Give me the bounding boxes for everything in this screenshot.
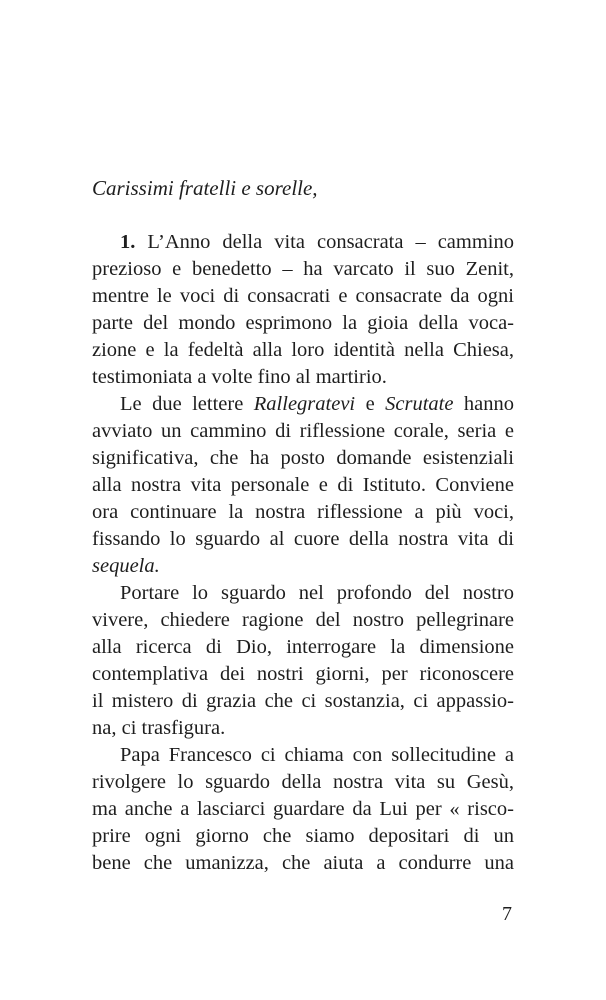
- text-segment: vivere, chiedere ragione del nostro pellegrinare: [92, 609, 514, 631]
- italic-text: sequela.: [92, 555, 160, 577]
- text-segment: testimoniata a volte fino al martirio.: [92, 366, 387, 388]
- italic-text: Rallegratevi: [253, 393, 356, 415]
- text-line: [92, 364, 514, 391]
- text-line: [92, 607, 514, 634]
- text-line: [92, 688, 514, 715]
- text-segment: significativa, che ha posto domande esistenziali: [92, 447, 514, 469]
- text-segment: fissando lo sguardo al cuore della nostra vita di: [92, 528, 514, 550]
- text-line: [92, 769, 514, 796]
- italic-text: Scrutate: [385, 393, 454, 415]
- text-segment: mentre le voci di consacrati e consacrate da ogni: [92, 285, 514, 307]
- paragraph-number: 1.: [120, 231, 136, 253]
- text-line: [92, 823, 514, 850]
- text-line: [92, 526, 514, 553]
- text-line: [92, 661, 514, 688]
- text-line: [92, 715, 514, 742]
- body-text: [92, 229, 514, 877]
- text-line: [92, 229, 514, 256]
- text-segment: Papa Francesco ci chiama con sollecitudine a: [120, 744, 514, 766]
- text-line: [92, 418, 514, 445]
- text-segment: contemplativa dei nostri giorni, per riconoscere: [92, 663, 514, 685]
- text-line: [92, 256, 514, 283]
- text-segment: Portare lo sguardo nel profondo del nostro: [120, 582, 514, 604]
- text-line: [92, 850, 514, 877]
- text-segment: alla ricerca di Dio, interrogare la dimensione: [92, 636, 514, 658]
- text-segment: L’Anno della vita consacrata – cammino: [135, 231, 514, 253]
- text-line: [92, 445, 514, 472]
- text-line: [92, 283, 514, 310]
- text-line: [92, 553, 514, 580]
- text-segment: il mistero di grazia che ci sostanzia, ci appassio-: [92, 690, 514, 712]
- text-line: [92, 472, 514, 499]
- text-segment: alla nostra vita personale e di Istituto. Conviene: [92, 474, 514, 496]
- text-line: [92, 499, 514, 526]
- page-number: 7: [502, 903, 512, 925]
- text-segment: bene che umanizza, che aiuta a condurre una: [92, 852, 514, 874]
- text-segment: parte del mondo esprimono la gioia della voca-: [92, 312, 514, 334]
- text-segment: hanno: [453, 393, 514, 415]
- text-segment: avviato un cammino di riflessione corale, seria e: [92, 420, 514, 442]
- text-segment: rivolgere lo sguardo della nostra vita su Gesù,: [92, 771, 514, 793]
- text-segment: ma anche a lasciarci guardare da Lui per « risco-: [92, 798, 514, 820]
- text-line: [92, 337, 514, 364]
- text-segment: prezioso e benedetto – ha varcato il suo Zenit,: [92, 258, 514, 280]
- text-segment: zione e la fedeltà alla loro identità nella Chiesa,: [92, 339, 514, 361]
- text-segment: e: [355, 393, 386, 415]
- text-line: [92, 742, 514, 769]
- text-line: [92, 580, 514, 607]
- letter-greeting: Carissimi fratelli e sorelle,: [92, 176, 318, 200]
- text-line: [92, 391, 514, 418]
- text-segment: prire ogni giorno che siamo depositari di un: [92, 825, 514, 847]
- text-segment: Le due lettere: [120, 393, 254, 415]
- text-segment: ora continuare la nostra riflessione a più voci,: [92, 501, 514, 523]
- text-line: [92, 634, 514, 661]
- text-line: [92, 310, 514, 337]
- text-line: [92, 796, 514, 823]
- text-segment: na, ci trasfigura.: [92, 717, 226, 739]
